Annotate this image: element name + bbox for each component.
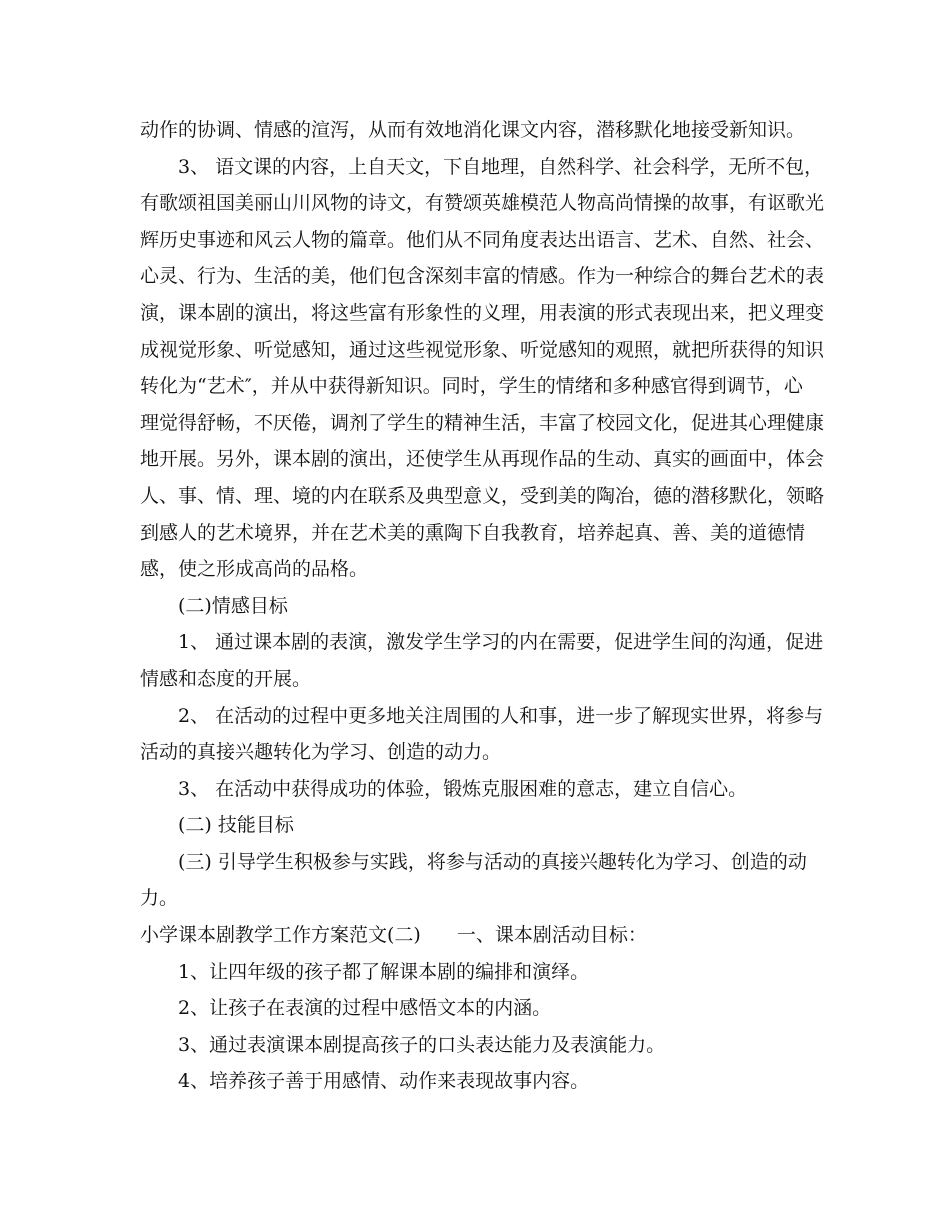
text-line: 力。 bbox=[140, 887, 179, 910]
text-line: 3、 在活动中获得成功的体验，锻炼克服困难的意志，建立自信心。 bbox=[178, 777, 748, 800]
list-item: 3、通过表演课本剧提高孩子的口头表达能力及表演能力。 bbox=[178, 1033, 666, 1056]
text-line: 有歌颂祖国美丽山川风物的诗文，有赞颂英雄模范人物高尚情操的故事，有讴歌光 bbox=[140, 192, 825, 215]
text-line: 3、 语文课的内容，上自天文，下自地理，自然科学、社会科学，无所不包， bbox=[178, 155, 824, 178]
section-heading: (二) 技能目标 bbox=[178, 814, 294, 837]
document-body bbox=[140, 112, 825, 1100]
list-item: 4、培养孩子善于用感情、动作来表现故事内容。 bbox=[178, 1070, 590, 1093]
text-line: 转化为“艺术″，并从中获得新知识。同时，学生的情绪和多种感官得到调节，心 bbox=[140, 375, 803, 398]
text-line: 2、 在活动的过程中更多地关注周围的人和事，进一步了解现实世界，将参与 bbox=[178, 704, 824, 727]
text-line: 感，使之形成高尚的品格。 bbox=[140, 558, 369, 581]
text-line: (三) 引导学生积极参与实践，将参与活动的真接兴趣转化为学习、创造的动 bbox=[178, 850, 807, 873]
list-item: 1、让四年级的孩子都了解课本剧的编排和演绎。 bbox=[178, 960, 590, 983]
text-line: 地开展。另外，课本剧的演出，还使学生从再现作品的生动、真实的画面中，体会 bbox=[140, 448, 825, 471]
text-line: 辉历史事迹和风云人物的篇章。他们从不同角度表达出语言、艺术、自然、社会、 bbox=[140, 228, 825, 251]
text-line: 成视觉形象、听觉感知，通过这些视觉形象、听觉感知的观照，就把所获得的知识 bbox=[140, 338, 825, 361]
text-line: 1、 通过课本剧的表演，激发学生学习的内在需要，促进学生间的沟通，促进 bbox=[178, 631, 824, 654]
text-line: 到感人的艺术境界，并在艺术美的熏陶下自我教育，培养起真、善、美的道德情 bbox=[140, 521, 806, 544]
text-line: 理觉得舒畅，不厌倦，调剂了学生的精神生活，丰富了校园文化，促进其心理健康 bbox=[140, 411, 825, 434]
text-line: 情感和态度的开展。 bbox=[140, 667, 312, 690]
section-heading: (二)情感目标 bbox=[178, 594, 288, 617]
text-line: 动作的协调、情感的渲泻，从而有效地消化课文内容，潜移默化地接受新知识。 bbox=[140, 119, 806, 141]
text-line: 活动的真接兴趣转化为学习、创造的动力。 bbox=[140, 741, 502, 764]
document-title: 小学课本剧教学工作方案范文(二) bbox=[140, 924, 421, 947]
text-line: 心灵、行为、生活的美，他们包含深刻丰富的情感。作为一种综合的舞台艺术的表 bbox=[140, 265, 825, 288]
text-line: 演，课本剧的演出，将这些富有形象性的义理，用表演的形式表现出来，把义理变 bbox=[140, 301, 825, 324]
text-line: 人、事、情、理、境的内在联系及典型意义，受到美的陶冶，德的潜移默化，领略 bbox=[140, 484, 825, 507]
section-heading: 一、课本剧活动目标： bbox=[456, 924, 647, 947]
document-title-line bbox=[140, 917, 820, 954]
list-item: 2、让孩子在表演的过程中感悟文本的内涵。 bbox=[178, 997, 552, 1020]
